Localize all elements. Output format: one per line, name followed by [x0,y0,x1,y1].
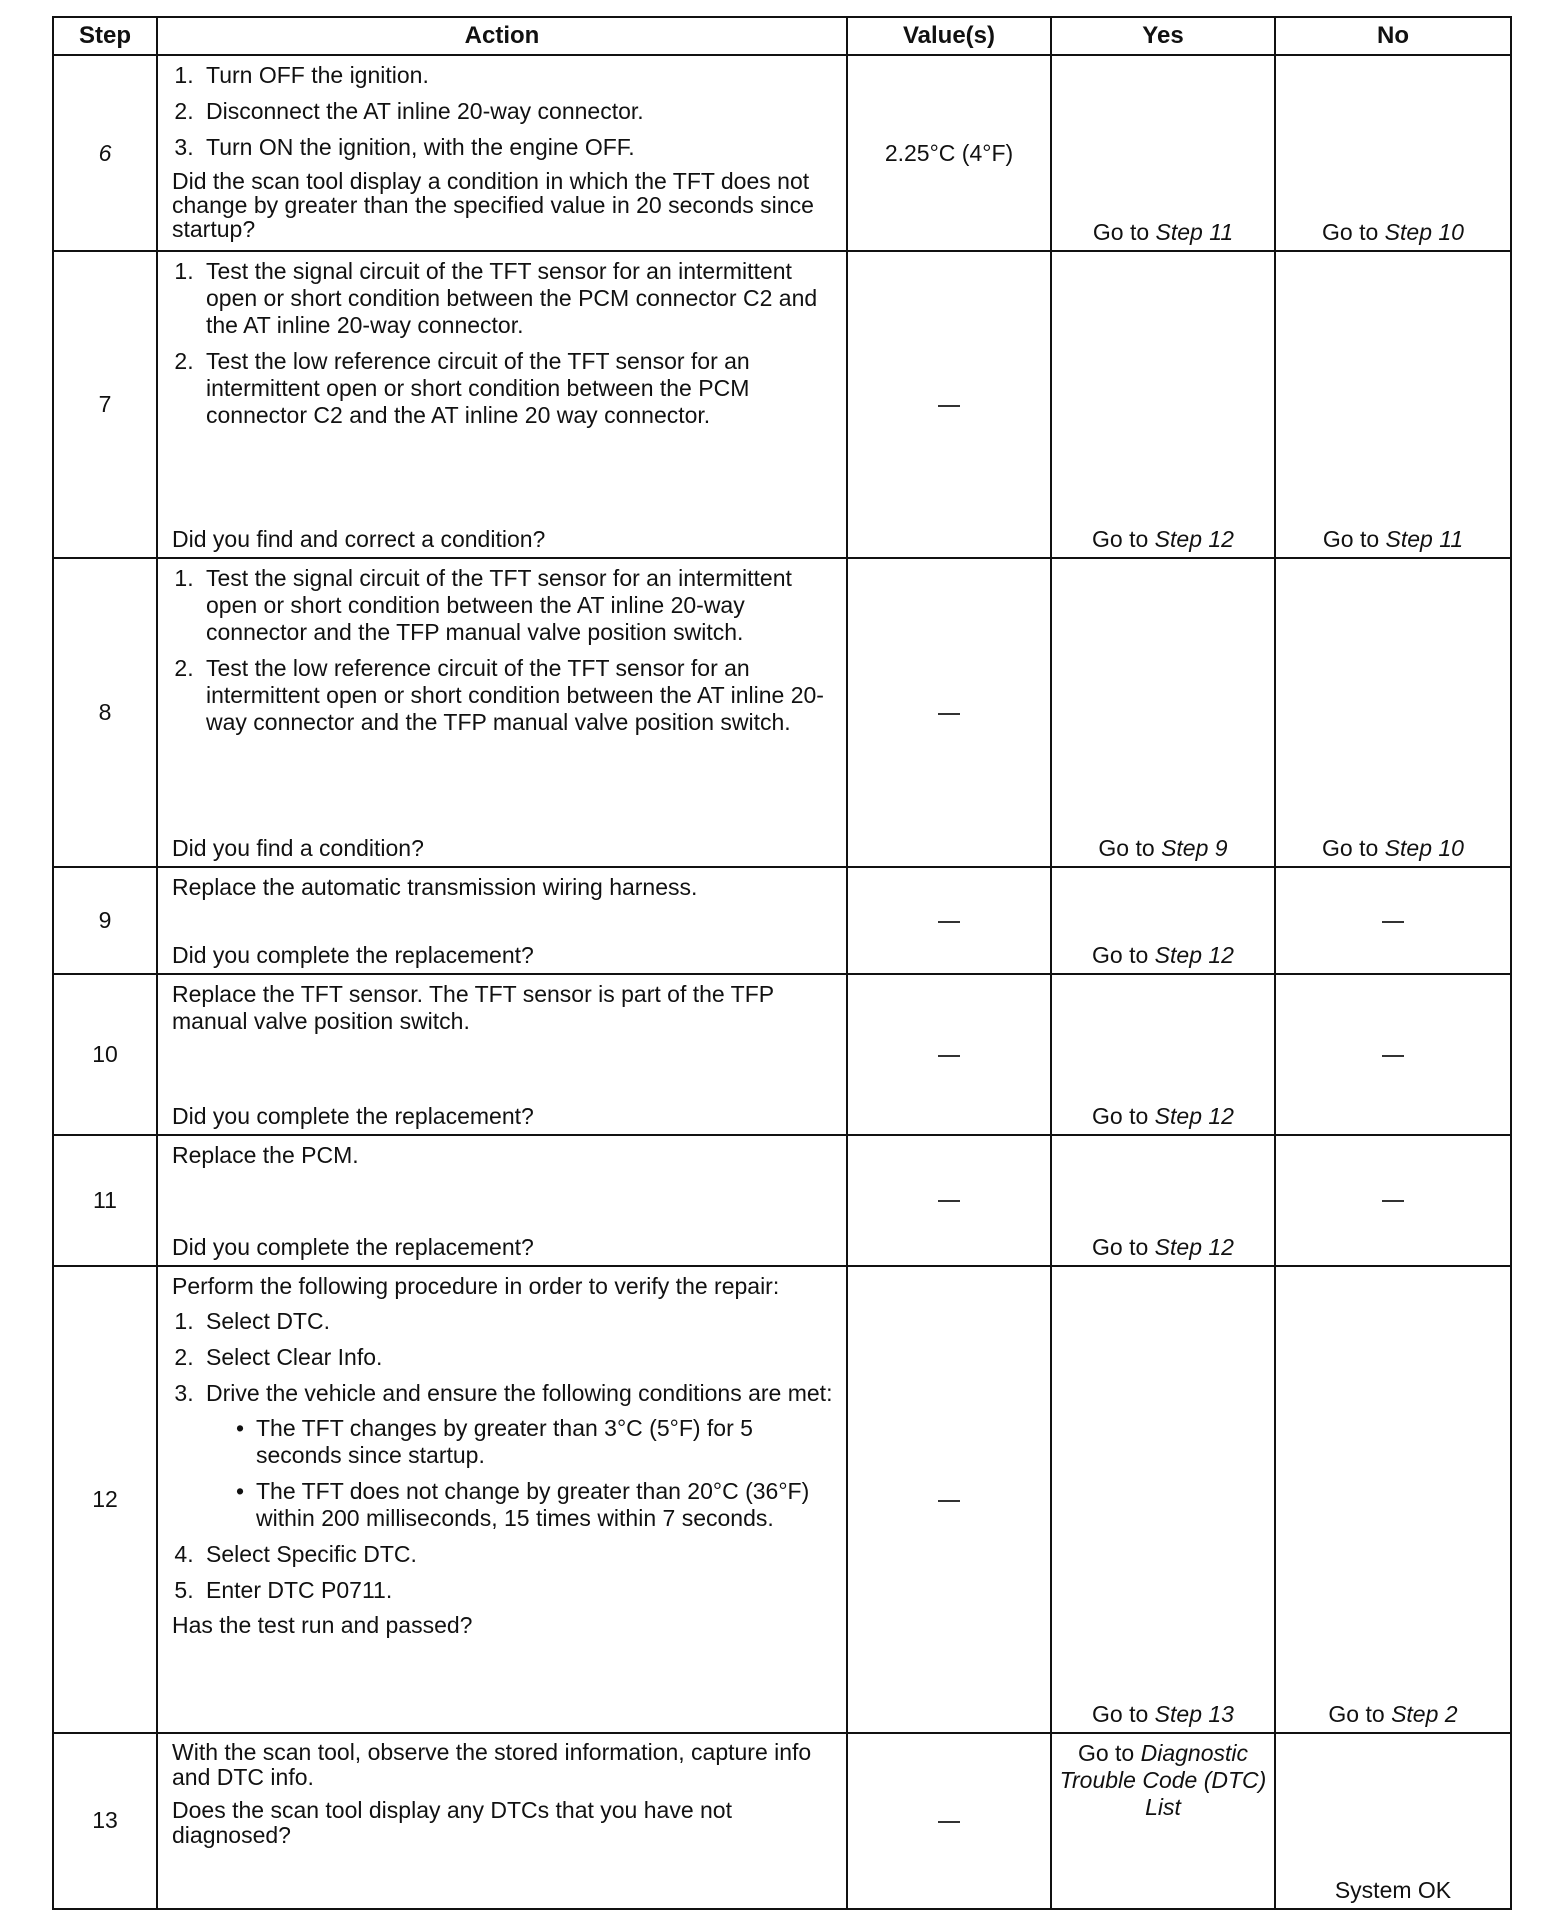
goto-label: Go to [1322,219,1379,246]
table-row [53,558,1511,867]
action-text: Replace the TFT sensor. The TFT sensor is part of the TFP manual valve position switch. [172,981,774,1035]
action-steps [172,62,836,161]
goto-label: Go to [1092,1233,1149,1260]
action-content [172,874,836,969]
no-cell [1275,55,1511,251]
goto-label: Go to [1092,1700,1149,1727]
action-step-text: Drive the vehicle and ensure the following conditions are met: [206,1379,833,1406]
action-question: Does the scan tool display any DTCs that you have not diagnosed? [172,1796,732,1848]
action-text: Replace the PCM. [172,1141,359,1168]
step-number: 7 [53,251,157,558]
header-no: No [1275,17,1511,55]
action-cell [157,1733,847,1909]
header-action: Action [157,17,847,55]
action-steps [172,565,836,744]
action-step: 2. Disconnect the AT inline 20-way connector. [200,98,836,125]
yes-cell [1051,974,1275,1134]
dash-mark [938,405,960,407]
no-cell [1275,1135,1511,1266]
value-cell [847,1733,1051,1909]
dash-mark [1382,921,1404,923]
no-cell [1275,974,1511,1134]
action-question: Did you complete the replacement? [172,1233,534,1260]
yes-cell [1051,1733,1275,1909]
table-row [53,251,1511,558]
step-number: 11 [53,1135,157,1266]
goto-label: Go to [1322,526,1380,553]
dash-mark [938,1200,960,1202]
action-step: 2. Select Clear Info. [200,1344,836,1371]
yes-target: Step 13 [1154,1700,1234,1727]
header-row [53,17,1511,55]
value-cell [847,974,1051,1134]
action-step: 2. Test the low reference circuit of the TFT sensor for an intermittent open or short condition between the AT inline 20-way connector and the TFP manual valve position switch. [200,655,836,736]
action-step [200,1380,836,1532]
no-cell [1275,558,1511,867]
action-text: Replace the automatic transmission wiring harness. [172,874,698,901]
action-steps [172,1308,836,1604]
step-number: 6 [53,55,157,251]
action-question: Did you complete the replacement? [172,1102,534,1129]
system-ok-text: System OK [1334,1877,1452,1903]
dash-mark [1382,1200,1404,1202]
yes-cell [1051,55,1275,251]
no-target: Step 10 [1384,835,1464,862]
dash-mark [938,1821,960,1823]
action-cell [157,974,847,1134]
condition-bullets [206,1415,836,1532]
action-question: Did you find and correct a condition? [172,526,546,553]
action-intro: Perform the following procedure in order to verify the repair: [172,1272,780,1299]
table-row [53,1733,1511,1909]
dash-mark [938,921,960,923]
yes-target: Diagnostic Trouble Code (DTC) List [1059,1739,1267,1820]
table-row [53,1266,1511,1733]
action-content [172,258,836,553]
goto-label: Go to [1092,526,1149,553]
action-step: 2. Test the low reference circuit of the TFT sensor for an intermittent open or short condition between the PCM connector C2 and the AT inline 20 way connector. [200,348,836,429]
step-number: 8 [53,558,157,867]
goto-label: Go to [1092,942,1149,969]
no-target: Step 2 [1391,1700,1458,1727]
value-cell [847,558,1051,867]
dash-mark [938,1500,960,1502]
step-number: 12 [53,1266,157,1733]
step-number: 10 [53,974,157,1134]
header-values: Value(s) [847,17,1051,55]
action-step: 4. Select Specific DTC. [200,1541,836,1568]
yes-target: Step 9 [1161,835,1228,862]
yes-target: Step 12 [1154,1233,1234,1260]
action-question: Has the test run and passed? [172,1611,473,1638]
action-cell [157,558,847,867]
step-number: 13 [53,1733,157,1909]
no-cell [1275,1266,1511,1733]
action-cell [157,1266,847,1733]
action-step: 5. Enter DTC P0711. [200,1577,836,1604]
table-row [53,1135,1511,1266]
action-step: 1. Test the signal circuit of the TFT sensor for an intermittent open or short condition between the AT inline 20-way connector and the TFP manual valve position switch. [200,565,836,646]
goto-label: Go to [1092,219,1150,246]
goto-label: Go to [1092,1102,1149,1129]
goto-label: Go to [1322,835,1379,862]
action-cell [157,251,847,558]
no-cell [1275,867,1511,974]
action-cell [157,1135,847,1266]
goto-label: Go to [1077,1739,1135,1766]
yes-target: Step 11 [1155,219,1234,246]
action-cell [157,55,847,251]
yes-cell [1051,1135,1275,1266]
value-cell [847,251,1051,558]
action-question: Did you find a condition? [172,835,424,862]
no-cell [1275,1733,1511,1909]
value-cell [847,1266,1051,1733]
value-cell: 2.25°C (4°F) [847,55,1051,251]
yes-cell [1051,558,1275,867]
header-yes: Yes [1051,17,1275,55]
value-cell [847,1135,1051,1266]
action-content [172,1142,836,1261]
action-text: With the scan tool, observe the stored information, capture info and DTC info. [172,1738,812,1790]
action-step: 1. Select DTC. [200,1308,836,1335]
value-cell [847,867,1051,974]
action-cell [157,867,847,974]
table-row [53,974,1511,1134]
dash-mark [938,1055,960,1057]
yes-cell [1051,867,1275,974]
dash-mark [938,713,960,715]
no-cell [1275,251,1511,558]
goto-label: Go to [1328,1700,1385,1727]
action-step: 3. Turn ON the ignition, with the engine OFF. [200,134,836,161]
diagnostic-table [52,16,1512,1910]
action-content [172,565,836,862]
yes-target: Step 12 [1154,942,1234,969]
yes-cell [1051,251,1275,558]
table-row [53,867,1511,974]
condition-bullet: • The TFT changes by greater than 3°C (5°F) for 5 seconds since startup. [236,1415,836,1469]
action-step: 1. Turn OFF the ignition. [200,62,836,89]
action-question: Did you complete the replacement? [172,942,534,969]
no-target: Step 10 [1384,219,1464,246]
table-row [53,55,1511,251]
condition-bullet: • The TFT does not change by greater than 20°C (36°F) within 200 milliseconds, 15 times within 7 seconds. [236,1478,836,1532]
goto-label: Go to [1098,835,1155,862]
no-target: Step 11 [1385,526,1464,553]
yes-target: Step 12 [1154,526,1234,553]
dash-mark [1382,1055,1404,1057]
yes-cell [1051,1266,1275,1733]
header-step: Step [53,17,157,55]
action-steps [172,258,836,437]
step-number: 9 [53,867,157,974]
yes-target: Step 12 [1154,1102,1234,1129]
action-step: 1. Test the signal circuit of the TFT sensor for an intermittent open or short condition between the PCM connector C2 and the AT inline 20-way connector. [200,258,836,339]
action-content [172,981,836,1129]
action-question: Did the scan tool display a condition in which the TFT does not change by greater than the specified value in 20 seconds since startup? [172,168,814,242]
